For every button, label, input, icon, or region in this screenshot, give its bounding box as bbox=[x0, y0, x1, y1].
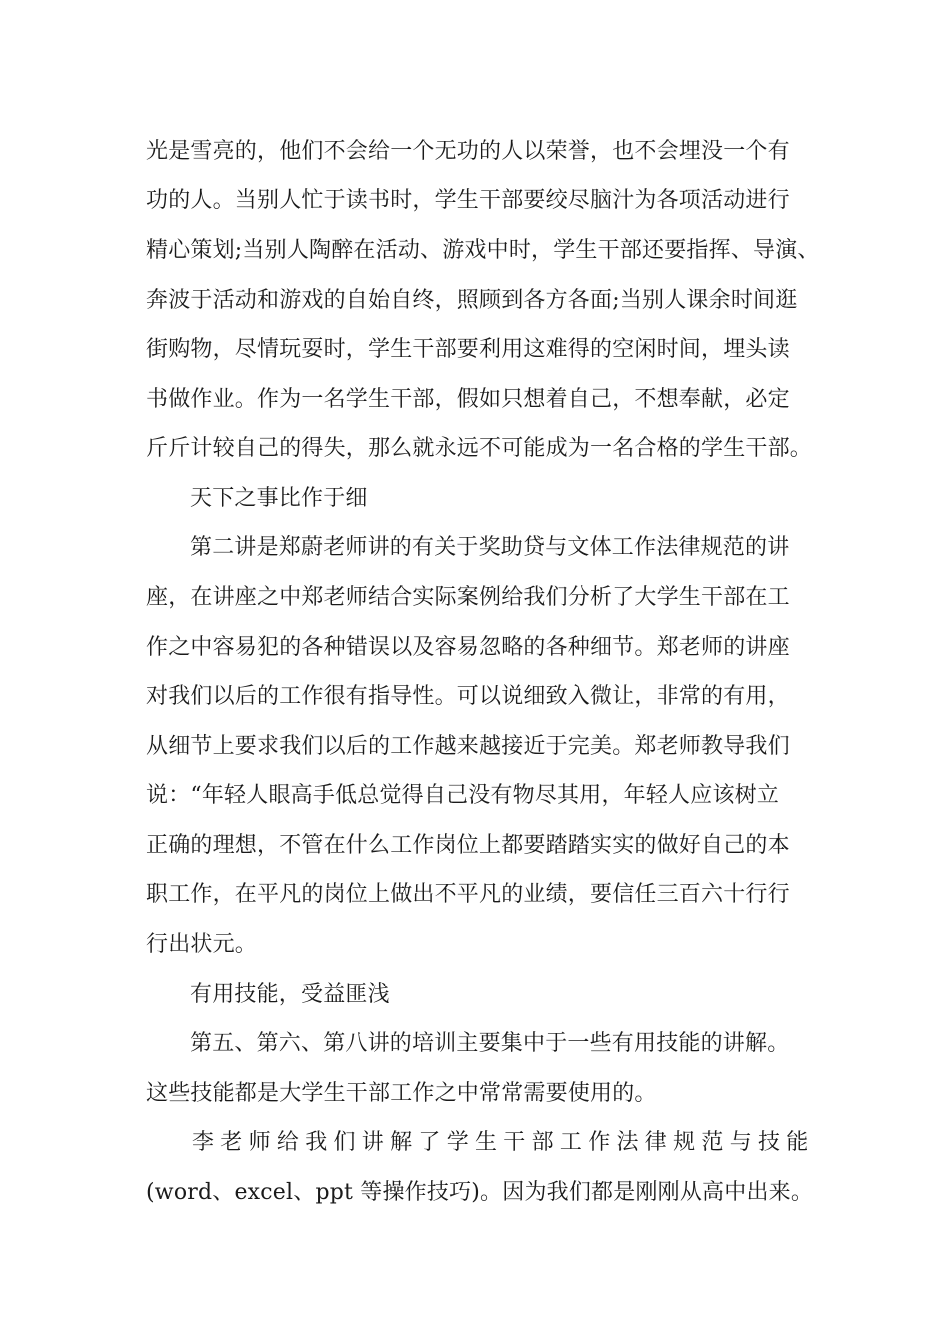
paragraph-first-line: 第五、第六、第八讲的培训主要集中于一些有用技能的讲解。 bbox=[190, 1031, 790, 1056]
text-line: 职工作，在平凡的岗位上做出不平凡的业绩，要信任三百六十行行 bbox=[146, 882, 790, 907]
text-line: 正确的理想，不管在什么工作岗位上都要踏踏实实的做好自己的本 bbox=[146, 833, 790, 858]
section-heading: 天下之事比作于细 bbox=[190, 486, 368, 511]
text-line: 行出状元。 bbox=[146, 932, 258, 957]
text-line: 光是雪亮的，他们不会给一个无功的人以荣誉，也不会埋没一个有 bbox=[146, 139, 790, 164]
text-line: 斤斤计较自己的得失，那么就永远不可能成为一名合格的学生干部。 bbox=[146, 436, 813, 461]
text-line: 座，在讲座之中郑老师结合实际案例给我们分析了大学生干部在工 bbox=[146, 585, 790, 610]
text-line: 书做作业。作为一名学生干部，假如只想着自己，不想奉献，必定 bbox=[146, 387, 790, 412]
text-line: 对我们以后的工作很有指导性。可以说细致入微让，非常的有用， bbox=[146, 684, 790, 709]
text-line: 街购物，尽情玩耍时，学生干部要利用这难得的空闲时间，埋头读 bbox=[146, 337, 790, 362]
text-line: 奔波于活动和游戏的自始自终，照顾到各方各面;当别人课余时间逛 bbox=[146, 288, 798, 313]
section-heading: 有用技能，受益匪浅 bbox=[190, 982, 390, 1007]
text-line: (word、excel、ppt 等操作技巧)。因为我们都是刚刚从高中出来。 bbox=[146, 1180, 814, 1205]
text-line: 精心策划;当别人陶醉在活动、游戏中时，学生干部还要指挥、导演、 bbox=[146, 238, 820, 263]
text-line: 这些技能都是大学生干部工作之中常常需要使用的。 bbox=[146, 1081, 657, 1106]
paragraph-first-line: 第二讲是郑蔚老师讲的有关于奖助贷与文体工作法律规范的讲 bbox=[190, 535, 790, 560]
paragraph-first-line: 李老师给我们讲解了学生干部工作法律规范与技能 bbox=[192, 1130, 815, 1155]
text-line: 说：“年轻人眼高手低总觉得自己没有物尽其用，年轻人应该树立 bbox=[146, 783, 780, 808]
text-line: 从细节上要求我们以后的工作越来越接近于完美。郑老师教导我们 bbox=[146, 734, 790, 759]
text-line: 功的人。当别人忙于读书时，学生干部要绞尽脑汁为各项活动进行 bbox=[146, 188, 790, 213]
text-line: 作之中容易犯的各种错误以及容易忽略的各种细节。郑老师的讲座 bbox=[146, 635, 790, 660]
